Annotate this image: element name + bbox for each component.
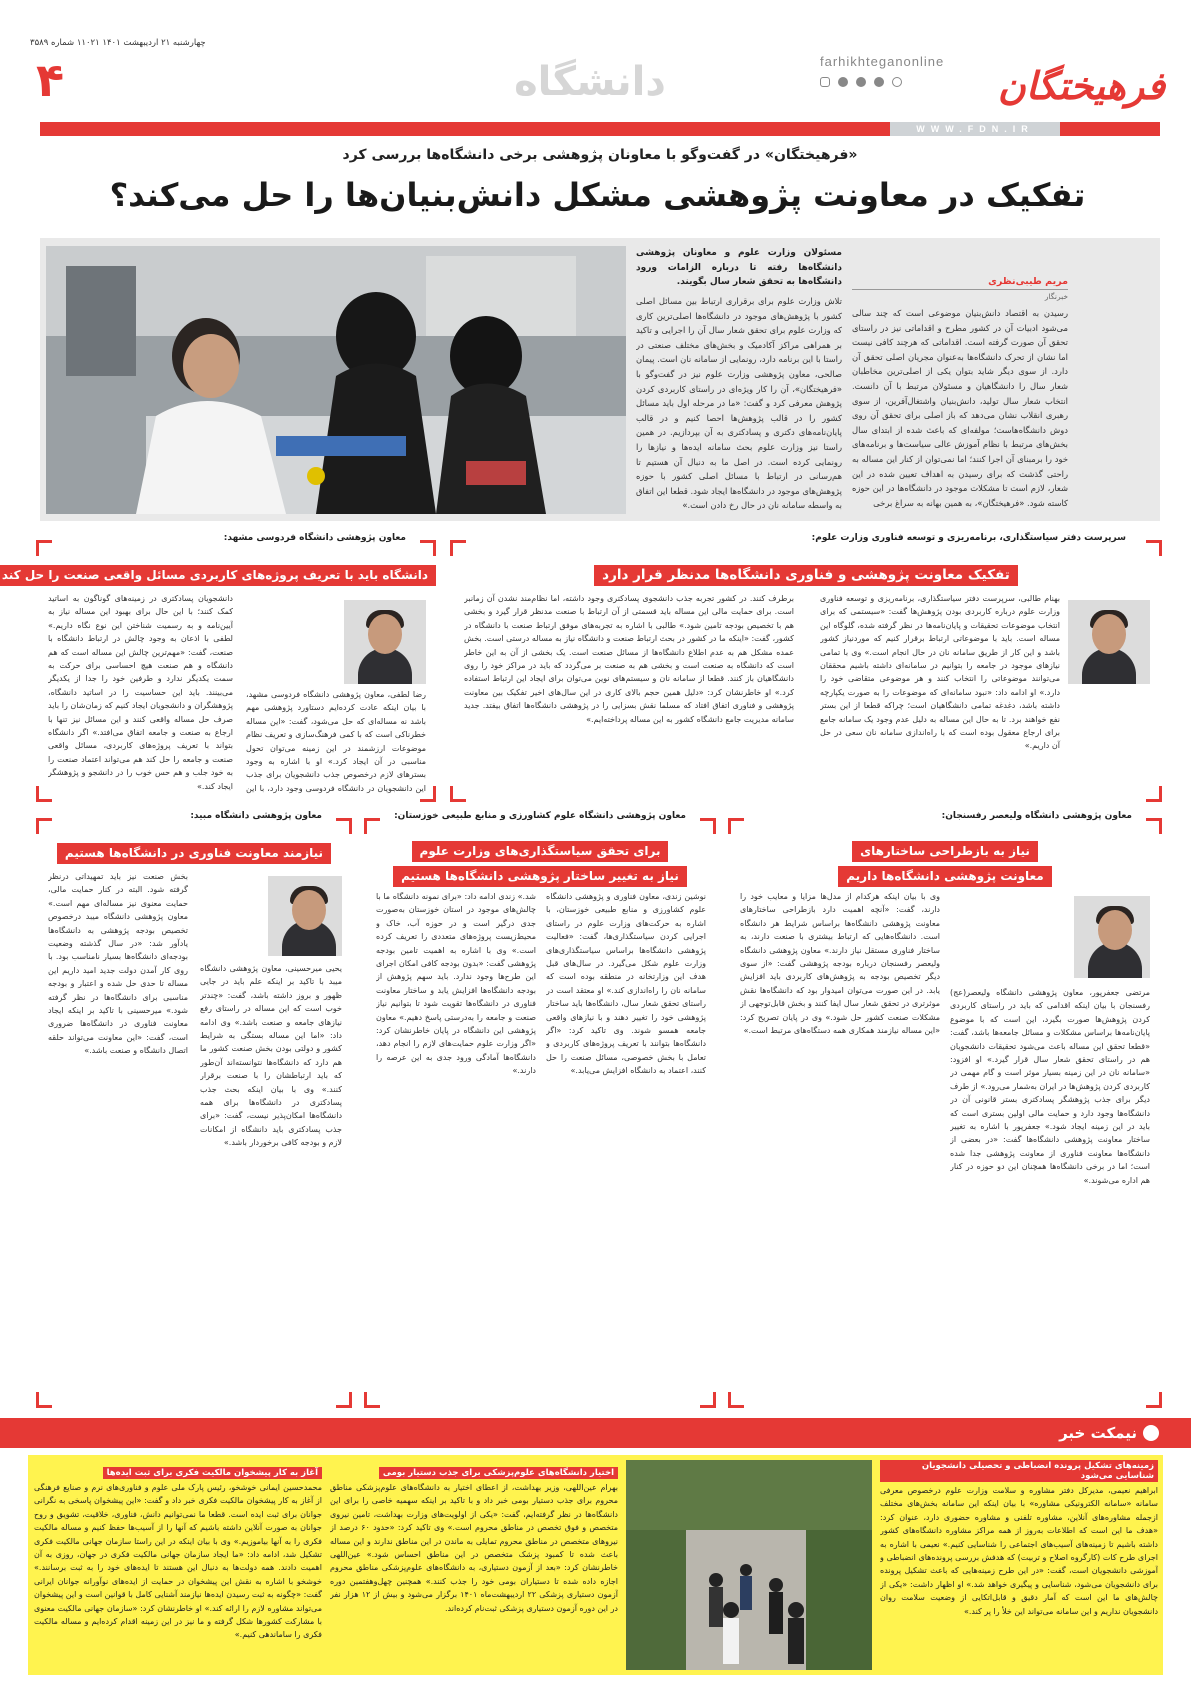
news-item-3-body: بهرام عین‌اللهی، وزیر بهداشت، از اعطای اختیار به دانشگاه‌های علوم‌پزشکی مناطق محروم برای جذب دستیار بومی خبر داد و با تاکید بر اینکه سهمیه خاصی را برای این دانشگاه‌ها در نظر گرفته‌ایم، گفت: «یکی از اولویت‌های وزارت بهداشت، تامین نیروی متخصص و فوق تخصص در مناطق محروم است.» وی تاکید کرد: «حدود ۶۰ درصد از نیروهای متخصص در مناطق محروم تمایلی به ماندن در این مناطق ندارند و این مساله باعث شده تا کمبود پزشک متخصص در این مناطق احساس شود.» عین‌اللهی خاطرنشان کرد: «بعد از آزمون دستیاری، به دانشگاه‌های علوم‌پزشکی مناطق محروم اجازه داده شده تا دستیاران بومی خود را جذب کنند.» همچنین چهل‌وهفتمین دوره آزمون دستیاری پزشکی ۲۲ اردیبهشت‌ماه ۱۴۰۱ برگزار می‌شود و بیش از ۱۲ هزار نفر در این دوره آزمون دستیاری پزشکی ثبت‌نام کرده‌اند. (330, 1483, 618, 1613)
box-ferdowsi-title: دانشگاه باید با تعریف پروژه‌های کاربردی مسائل واقعی صنعت را حل کند (0, 565, 436, 586)
lead-intro: مسئولان وزارت علوم و معاونان پژوهشی دانشگاه‌ها رفته تا درباره الزامات ورود دانشگاه‌ها به تحقق شعار سال بگویند. (636, 248, 842, 287)
lead-column-left: تلاش وزارت علوم برای برقراری ارتباط بین مسائل اصلی کشور با پژوهش‌های موجود در دانشگاه‌ها اصلی‌ترین کاری که وزارت علوم برای تحقق شعار سال آن را اجرایی و تاکید بر همراهی مراکز آکادمیک و بخش‌های مختلف صنعتی در راستا با این برنامه دارد، رونمایی از سامانه نان است. پیمان صالحی، معاون پژوهشی وزارت علوم نیز در گفت‌وگو با «فرهیختگان»، آن را کار ویژه‌ای در راستای کاربردی کردن پژوهش معرفی کرد و گفت: «ما در مرحله اول باید مسائل کشور را در قالب پژوهش‌ها احصا کنیم و در قالب پایان‌نامه‌های دکتری و پسادکتری به آن بپردازیم. در همین راستا نیز وزارت علوم بحث سامانه ایده‌ها و نیازها را رونمایی کرده است. در اصل ما به دنبال آن هستیم تا هم‌رسانی در ارتباط با مسائل اصلی کشور با حوزه پژوهش‌های موجود در دانشگاه‌ها ایجاد شود. قطعا این اتفاق به واسطه سامانه نان در حال رخ دادن است.» (636, 296, 842, 511)
social-icons (820, 72, 910, 84)
newspaper-logo: فرهیختگان (997, 64, 1165, 108)
news-item-1 (880, 1460, 1158, 1670)
box-khuzestan-title-2: نیاز به تغییر ساختار پژوهشی دانشگاه‌ها هستیم (393, 866, 687, 887)
box-ferdowsi-col2: دانشجویان پسادکتری در زمینه‌های گوناگون به اساتید کمک کنند؛ با این حال برای بهبود این مساله نیاز به آیین‌نامه و به رسمیت شناختن این نوع نگاه داریم.» لطفی با اذعان به وجود چالش در ارتباط دانشگاه با صنعت، گفت: «مهم‌ترین چالش این مساله است که هم دانشگاه و هم صنعت هیچ احساسی برای حرکت به سمت یکدیگر ندارد و طرفین خود را جدا از یکدیگر می‌بینند. باید این حساسیت را در اساتید دانشگاه، پژوهشگران و دانشجویان ایجاد کنیم که زمان‌شان را باید صرف حل مساله واقعی کنند و این مسائل نیز تنها با ارجاع به صنعت و جامعه اتفاق می‌افتد.» اگر دانشگاه بتواند با تعریف پروژه‌های کاربردی، مسائل واقعی صنعت و جامعه را حل کند هم می‌تواند اعتماد صنعت را به خود جلب و هم حس خوب را در دانشجو و پژوهشگر ایجاد کند.» (48, 594, 233, 791)
twitter-icon (856, 77, 866, 87)
box-mobed-kicker: معاون پژوهشی دانشگاه مبید: (184, 811, 328, 821)
box-mobed-col2: بخش صنعت نیز باید تمهیداتی درنظر گرفته شود. البته در کنار حمایت مالی، حمایت معنوی نیز مساله‌ای مهم است.» معاون پژوهشی دانشگاه میبد درخصوص تخصیص بودجه پژوهشی به دانشگاه‌ها یادآور شد: «در سال گذشته وضعیت بودجه‌ای دانشگاه‌ها بسیار نامناسب بود. با روی کار آمدن دولت جدید امید داریم این مساله تا حدی حل شده و اعتبار و بودجه مناسبی برای دانشگاه‌ها در نظر گرفته شود.» میرحسینی با تاکید بر اینکه ایجاد معاونت فناوری در دانشگاه‌ها ضروری است، گفت: «این معاونت می‌تواند حلقه اتصال دانشگاه و صنعت باشد.» (48, 872, 188, 1056)
box-rafsanjan-title-2: معاونت پژوهشی دانشگاه‌ها داریم (838, 866, 1052, 887)
box-khuzestan-col1: نوشین زندی، معاون فناوری و پژوهشی دانشگاه علوم کشاورزی و منابع طبیعی خوزستان، با اشاره به حرکت‌های وزارت علوم در راستای اجرایی کردن سیاستگذاری‌ها، گفت: «فعالیت پژوهشی دانشگاه‌ها براساس سیاستگذاری‌های وزارت علوم شکل می‌گیرد. در سال‌های قبل هدف این وزارتخانه در منطقه بوده است که سامانه نان را راه‌اندازی کند.» او معتقد است در راستای تحقق شعار سال، دانشگاه‌ها باید ساختار پژوهشی خود را تغییر دهند و با نیازهای واقعی جامعه همسو شوند. وی تاکید کرد: «اگر دانشگاه‌ها بتوانند با تعریف پروژه‌های کاربردی و تعامل با بخش خصوصی، مسائل صنعت را حل کنند، اعتماد به دانشگاه افزایش می‌یابد.» (546, 892, 706, 1076)
box-rafsanjan-kicker: معاون پژوهشی دانشگاه ولیعصر رفسنجان: (936, 811, 1138, 821)
box-ministry-col2: برطرف کنند. در کشور تجربه جذب دانشجوی پسادکتری وجود داشته، اما نظام‌مند نشدن آن زمانبر است. برای حمایت مالی این مساله باید قسمتی از آن ارتباط با صنعت مدنظر قرار گیرد و بخشی هم با تخصیص بودجه تامین شود.» طالبی با اشاره به تجربه‌های موفق ارتباط صنعت با دانشگاه در کشور، گفت: «اینکه ما در کشور در بحث ارتباط صنعت و دانشگاه نیاز به مساله درستی است. بخش عمده مشکل هم به عدم اطلاع دانشگاه‌ها از مسائل صنعت است. یک بخشی از آن به این خاطر است که دانشگاه به صنعت است و بخشی هم به صنعت بر می‌گردد که باید در مراکز خود را روی دانشگاهیان باز کنند. قطعا از سامانه نان و سیستم‌های نوین می‌توان برای ایجاد این ارتباط استفاده کرد.» او خاطرنشان کرد: «دلیل همین حجم بالای کاری در این سال‌های اخیر تفکیک بین معاونت پژوهشی و فناوری اتفاق افتاد که مسلما نقش بسزایی را در پژوهشی دانشگاه‌ها اتفاق بیفتد. جدید سامانه مدیریت جامع دانشگاه کشور به این مساله پرداخته‌ایم.» (464, 594, 794, 724)
box-rafsanjan-col1: مرتضی جعفرپور، معاون پژوهشی دانشگاه ولیعصر(عج) رفسنجان با بیان اینکه اقدامی که باید در راستای کاربردی کردن پژوهش‌ها صورت بگیرد، این است که با موضوع پایان‌نامه‌ها براساس مشکلات و مسائل جامعه‌ها باشد، گفت: «قطعا تحقق این مساله باعث می‌شود تحقیقات دانشجویان هم در راستای تحقق شعار سال قرار گیرد.» او افزود: «سامانه نان در این زمینه بسیار موثر است و گام مهمی در کاربردی کردن پژوهش‌ها در ایران به‌شمار می‌رود.» از طرف دیگر برای جذب پژوهشگر پسادکتری بستر قانونی آن در دانشگاه‌ها وجود دارد و حمایت مالی اولین بستری است که باید در این زمینه ایجاد شود.» جعفرپور با اشاره به تغییر ساختار معاونت پژوهشی دانشگاه‌ها گفت: «در بعضی از دانشگاه‌ها معاونت فناوری از معاونت پژوهشی جدا شده است؛ اما در برخی دانشگاه‌ها همچنان این دو حوزه در کنار هم اداره می‌شوند.» (950, 988, 1150, 1185)
box-mobed-title: نیازمند معاونت فناوری در دانشگاه‌ها هستیم (57, 843, 331, 864)
issue-date: چهارشنبه ۲۱ اردیبهشت ۱۴۰۱ ۱۱۰۲۱ شماره ۳۵۸۹ (30, 38, 206, 48)
box-rafsanjan-title-1: نیاز به بازطراحی ساختارهای (852, 841, 1038, 862)
box-khuzestan-title-1: برای تحقق سیاستگذاری‌های وزارت علوم (412, 841, 669, 862)
box-rafsanjan-col2: وی با بیان اینکه هرکدام از مدل‌ها مزایا و معایب خود را دارند، گفت: «آنچه اهمیت دارد بازطراحی ساختارهای معاونت پژوهشی دانشگاه‌ها براساس شرایط هر دانشگاه است. دانشگاه‌هایی که ارتباط بیشتری با صنعت دارند، به ساختار فناوری مستقل نیاز دارند.» معاون پژوهشی دانشگاه ولیعصر رفسنجان درباره بودجه پژوهشی گفت: «از سوی دیگر تخصیص بودجه به پژوهش‌های کاربردی باید افزایش یابد. در این صورت می‌توان امیدوار بود که دانشگاه‌ها نقش موثرتری در تحقق شعار سال ایفا کنند و بخش قابل‌توجهی از مشکلات صنعت کشور حل شود.» وی در پایان تصریح کرد: «این مساله نیازمند همکاری همه دستگاه‌های مرتبط است.» (740, 892, 940, 1036)
whatsapp-icon (874, 77, 884, 87)
news-strip-bar (0, 1418, 1191, 1448)
box-ministry-title: تفکیک معاونت پژوهشی و فناوری دانشگاه‌ها مدنظر قرار دارد (594, 565, 1018, 586)
news-strip-title: نیمکت خبر (1059, 1422, 1159, 1444)
instagram-icon (820, 77, 830, 87)
website-url: WWW.FDN.IR (890, 122, 1060, 136)
portrait-reza-lotfi (344, 600, 426, 684)
site-name: farhikhteganonline (820, 54, 945, 69)
headline-kicker: «فرهیختگان» در گفت‌وگو با معاونان پژوهشی برخی دانشگاه‌ها بررسی کرد (342, 147, 858, 163)
section-title: دانشگاه (514, 59, 666, 105)
box-ferdowsi (1, 533, 436, 802)
box-mobed (36, 811, 352, 1408)
box-ferdowsi-col1b (246, 600, 336, 684)
lab-photo-illustration (46, 246, 626, 514)
students-photo-illustration (626, 1460, 872, 1670)
bench-icon (1143, 1425, 1159, 1441)
lab-photo (46, 246, 626, 514)
headline-title: تفکیک در معاونت پژوهشی مشکل دانش‌بنیان‌ها را حل می‌کند؟ (109, 176, 1086, 214)
news-item-1-title: زمینه‌های تشکیل پرونده انضباطی و تحصیلی دانشجویان شناسایی می‌شود (880, 1460, 1158, 1482)
news-item-1-body: ابراهیم نعیمی، مدیرکل دفتر مشاوره و سلامت وزارت علوم درخصوص معرفی سامانه «سامانه الکترونیکی مشاوره» با بیان اینکه این سامانه بخش‌های مختلف ازجمله مشاوره‌های آنلاین، مشاوره تلفنی و مشاوره حضوری دارد، عنوان کرد: «هدف ما این است که اطلاعات به‌روز از همه مراکز مشاوره دانشگاه‌های کشور داشته باشیم تا زمینه‌های آسیب‌های اجتماعی را شناسایی کنیم.» نعیمی با اشاره به اجرای طرح کات (کارگروه اصلاح و تربیت) که هدفش بررسی پرونده‌های انضباطی و آموزشی دانشجویان است، گفت: «در این طرح زمینه‌هایی که باعث تشکیل پرونده برای دانشجویان می‌شود، شناسایی و پیگیری خواهد شد.» او اظهار داشت: «یکی از چالش‌های ما این است که آمار دقیق و قابل‌اتکایی از وضعیت سلامت روان دانشجویان نداریم و این سامانه می‌تواند این خلأ را پر کند.» (880, 1486, 1158, 1616)
box-mobed-col1: یحیی میرحسینی، معاون پژوهشی دانشگاه میبد با تاکید بر اینکه علم باید در جایی ظهور و بروز داشته باشد، گفت: «چندتر خوب است که این مساله در راستای رفع نیازهای جامعه و صنعت باشد.» وی ادامه داد: «اما این مساله بستگی به شرایط کشور و دولتی بودن بخش صنعت کشور ما هم دارد که دانشگاه‌ها نتوانسته‌اند آن‌طور که باید ارتباطشان را با صنعت برقرار کنند.» وی با بیان اینکه بحث جذب پسادکتری در دانشگاه‌ها برای همه دانشگاه‌ها امکان‌پذیر نیست، گفت: «برای جذب پسادکتری باید دانشگاه از امکانات لازم و بودجه کافی برخوردار باشد.» (200, 964, 342, 1148)
news-item-3 (330, 1460, 618, 1670)
box-ministry (450, 533, 1162, 802)
news-item-3-title: اختیار دانشگاه‌های علوم‌پزشکی برای جذب دستیار بومی (379, 1467, 618, 1479)
box-rafsanjan (728, 811, 1162, 1408)
aparat-icon (892, 77, 902, 87)
lead-column-right: رسیدن به اقتصاد دانش‌بنیان موضوعی است که چند سالی می‌شود ادبیات آن در کشور مطرح و اقداماتی نیز در راستای تحقق آن صورت گرفته است. اقداماتی که هرچند کافی نیست اما نشان از تحرک دانشگاه‌ها به‌عنوان مجریان اصلی تحقق آن دارد. از سوی دیگر شاید بتوان یکی از اصلی‌ترین مخاطبان شعار سال را دانشگاهیان و مسئولان مرتبط با آن دانست. انتخاب شعار سال تولید، دانش‌بنیان واشتغال‌آفرین، از سوی رهبری انقلاب نشان می‌دهد که باز اصلی برای تحقق آن روی دوش دانشگاه‌هاست؛ مولفه‌ای که باعث شده از ابتدای سال بخش‌های مرتبط با نظام آموزش عالی سیاست‌ها و برنامه‌های خود را برمبنای آن اجرا کنند؛ اما نمی‌توان از کنار این مساله به راحتی گذشت که برای رسیدن به اهداف تعیین شده در این شعار، لازم است تا مشکلات موجود در دانشگاه‌ها در این حوزه کاسته شود. «فرهیختگان»، به همین بهانه به سراغ برخی (852, 308, 1068, 508)
author-name: مریم طیبی‌نظری (852, 276, 1068, 290)
box-ministry-kicker: سرپرست دفتر سیاستگذاری، برنامه‌ریزی و توسعه فناوری وزارت علوم: (806, 533, 1132, 543)
students-photo (626, 1460, 872, 1670)
box-ferdowsi-col1: رضا لطفی، معاون پژوهشی دانشگاه فردوسی مشهد، با بیان اینکه عادت کرده‌ایم دستاورد پژوهشی مهم باشد نه مساله‌ای که حل می‌شود، گفت: «این مساله خطرناکی است که با کمی فرهنگ‌سازی و تعریف نظام موضوعات ارزشمند در این زمینه می‌توان تحول مناسبی در آن ایجاد کرد.» او با اشاره به وجود بسترهای لازم درخصوص جذب دانشجویان برای جذب این دانشجویان در دانشگاه فردوسی وجود دارد، با این (246, 690, 426, 793)
box-khuzestan-kicker: معاون پژوهشی دانشگاه علوم کشاورزی و منابع طبیعی خوزستان: (388, 811, 692, 821)
news-item-4-title: آغاز به کار پیشخوان مالکیت فکری برای ثبت ایده‌ها (103, 1467, 322, 1479)
page-number: ۴ (36, 53, 65, 107)
box-khuzestan-col2: شد.» زندی ادامه داد: «برای نمونه دانشگاه ما با چالش‌های موجود در استان خوزستان به‌صورت جدی درگیر است و در حوزه آب، خاک و محیط‌زیست پروژه‌های متعددی را تعریف کرده است.» وی با اشاره به اهمیت تامین بودجه پژوهشی گفت: «بدون بودجه کافی امکان اجرای این طرح‌ها وجود ندارد. باید سهم پژوهش از بودجه دانشگاه‌ها افزایش یابد و ساختار معاونت فناوری در دانشگاه‌ها تقویت شود تا بتوانیم نیاز صنعت و جامعه را به‌درستی پاسخ دهیم.» معاون پژوهشی این دانشگاه در پایان خاطرنشان کرد: «اگر وزارت علوم حمایت‌های لازم را انجام دهد، دانشگاه‌ها آمادگی ورود جدی به این عرصه را دارند.» (376, 892, 536, 1076)
box-khuzestan (364, 811, 716, 1408)
author-role: خبرنگار (1044, 292, 1068, 301)
telegram-icon (838, 77, 848, 87)
box-ferdowsi-kicker: معاون پژوهشی دانشگاه فردوسی مشهد: (218, 533, 412, 543)
news-item-4-body: محمدحسین ایمانی خوشخو، رئیس پارک ملی علوم و فناوری‌های نرم و صنایع فرهنگی از آغاز به کار پیشخوان مالکیت فکری خبر داد و گفت: «این پیشخوان پاسخی به نگرانی جوانان برای ثبت ایده است. قطعا ما نمی‌توانیم دانش، فناوری، خلاقیت، تشویق و روح جوانان به صورت آنلاین داشته باشیم که آنها را از آسیب‌ها حفظ کنیم و مساله مالکیت فکری را به آنها بیاموزیم.» وی با بیان اینکه در این راستا سازمان جهانی مالکیت فکری تشکیل شد، ادامه داد: «ما ایجاد سازمان جهانی مالکیت فکری در جهان، روزی به آن اهمیت دادند. همه دولت‌ها به دنبال این هستند تا ایده‌های خود را به ثبت برسانند.» خوشخو با اشاره به نقش این پیشخوان در حمایت از ایده‌های نوآورانه جوانان ایرانی گفت: «چگونه به ثبت رسیدن ایده‌ها نیازمند آشنایی کامل با قوانین است و این پیشخوان می‌تواند مشاوره لازم را ارائه کند.» او خاطرنشان کرد: «سازمان جهانی مالکیت معنوی با مشارکت کشورها شکل گرفته و ما نیز در این زمینه اقدام کرده‌ایم و مساله مالکیت فکری را ساماندهی کنیم.» (34, 1483, 322, 1640)
news-item-4 (34, 1460, 322, 1670)
box-ministry-col1: بهنام طالبی، سرپرست دفتر سیاستگذاری، برنامه‌ریزی و توسعه فناوری وزارت علوم درباره کاربردی بودن پژوهش‌ها گفت: «سیستمی که برای انتخاب موضوعات تحقیقات و پایان‌نامه‌ها در نظر گرفته شده، گلوگاه این مساله است. باید با موضوعاتی ارتباط برقرار کنیم که موردنیاز کشور باشد و این کار از طریق سامانه نان در حال انجام است.» وی با تمامی نیازهای موجود در جامعه را بتوانیم در سامانه‌ای داشته باشیم محققان می‌توانند موضوعاتی را انتخاب کنند و هر موضوعی متقاضی خود را دارد.» او ادامه داد: «نبود سامانه‌ای که موضوعات را به صورت یکپارچه داشته باشد، دغدغه تمامی دانشگاهیان است؛ چراکه قطعا از این بستر نفع خواهند برد. تا به حال این مساله به دلیل عدم وجود یک سامانه جامع برای ارجاع معقول بوده است که با راه‌اندازی سامانه نان سعی در حل آن داریم.» (820, 594, 1060, 751)
